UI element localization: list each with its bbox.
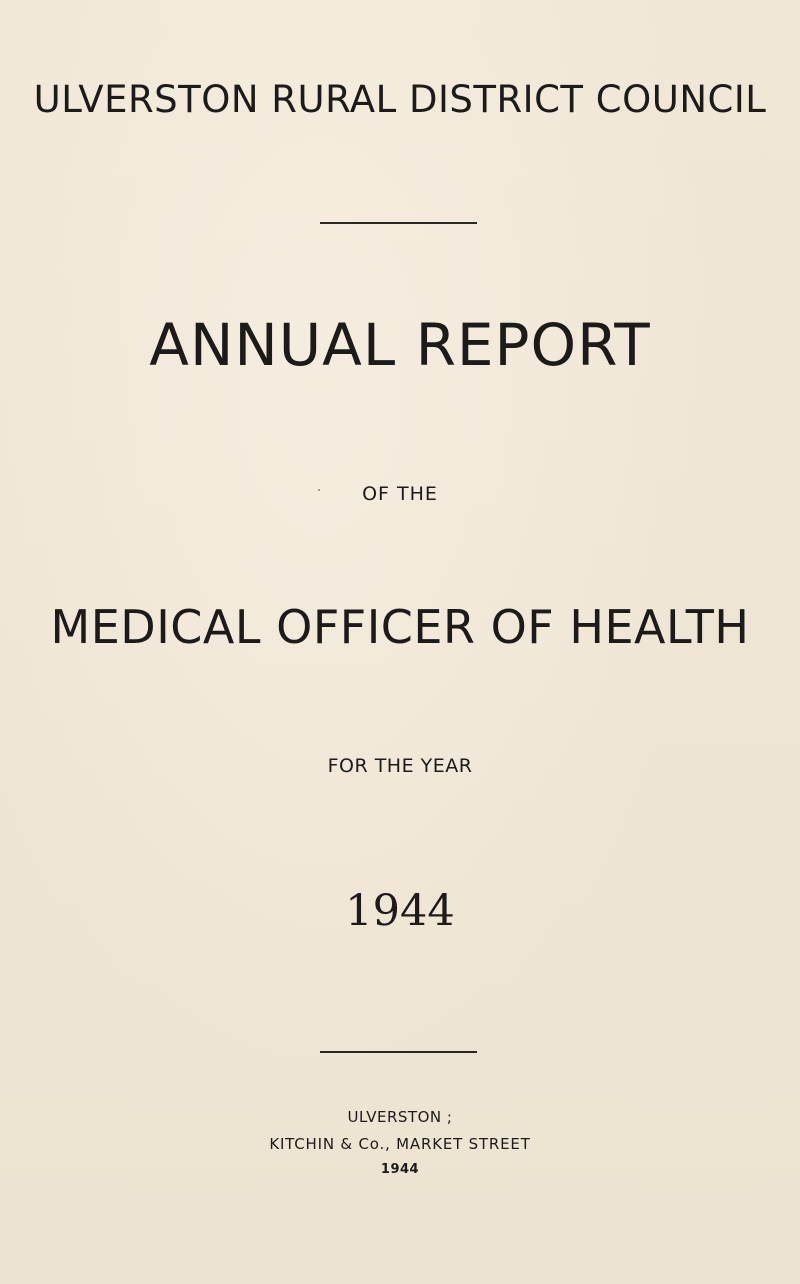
for-the-year-text: FOR THE YEAR — [327, 755, 473, 777]
of-the-text: OF THE — [362, 483, 438, 505]
imprint-year: 1944 — [380, 1162, 420, 1177]
top-divider — [320, 222, 477, 224]
officer-title: MEDICAL OFFICER OF HEALTH — [50, 600, 750, 654]
council-name: ULVERSTON RURAL DISTRICT COUNCIL — [33, 78, 767, 121]
imprint-place: ULVERSTON ; — [347, 1108, 453, 1126]
report-year: 1944 — [345, 886, 455, 936]
imprint-printer: KITCHIN & Co., MARKET STREET — [269, 1135, 531, 1153]
report-title: ANNUAL REPORT — [149, 311, 651, 379]
bottom-divider — [320, 1051, 477, 1053]
